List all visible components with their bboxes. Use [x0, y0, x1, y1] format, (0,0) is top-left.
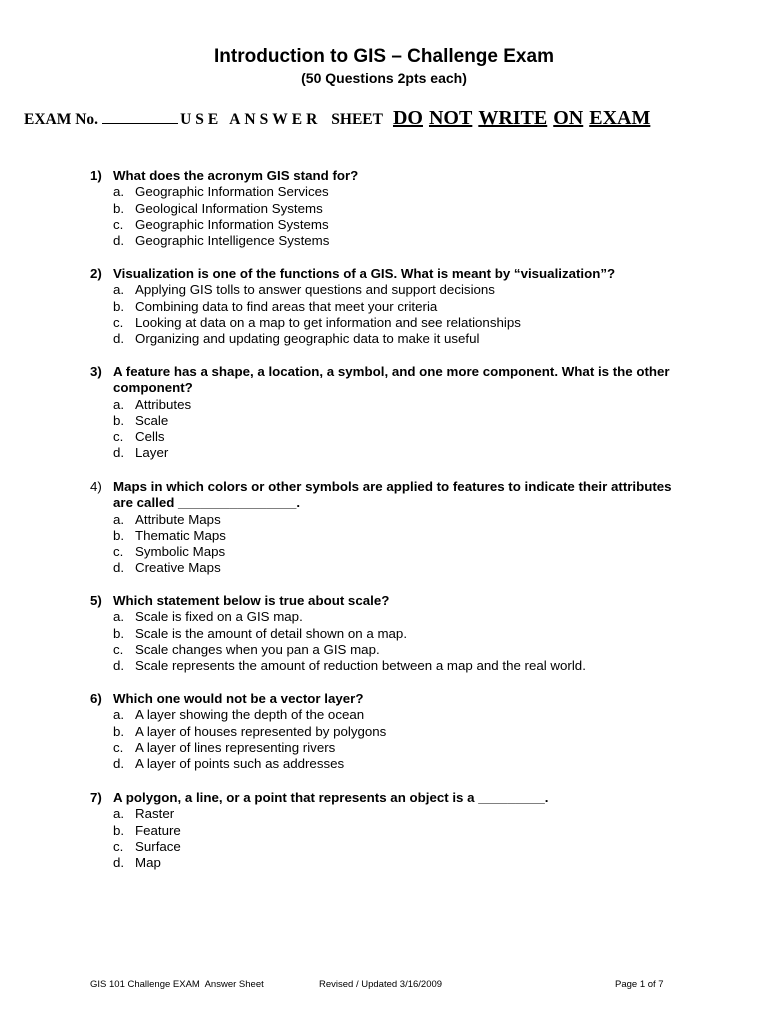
answer-option — [113, 740, 690, 756]
option-letter: c. — [113, 429, 124, 445]
option-text: Raster — [135, 806, 175, 822]
option-text: Scale is fixed on a GIS map. — [135, 609, 303, 625]
option-text: Organizing and updating geographic data to make it useful — [135, 331, 480, 347]
exam-number-blank — [102, 109, 178, 124]
option-letter: d. — [113, 658, 125, 674]
option-text: Creative Maps — [135, 560, 221, 576]
question-number: 7) — [90, 790, 102, 805]
answer-option — [113, 445, 690, 461]
answer-option — [113, 512, 690, 528]
answer-option — [113, 315, 690, 331]
option-letter: d. — [113, 331, 125, 347]
question-number: 1) — [90, 168, 102, 183]
option-text: A layer of points such as addresses — [135, 756, 345, 772]
question-2 — [90, 266, 690, 347]
exam-number-label: EXAM No. — [24, 111, 99, 128]
option-text: Symbolic Maps — [135, 544, 226, 560]
option-letter: a. — [113, 806, 125, 822]
option-text: Scale — [135, 412, 169, 428]
option-text: A layer of lines representing rivers — [135, 739, 336, 755]
option-letter: d. — [113, 233, 125, 249]
question-3 — [90, 364, 690, 462]
answer-option — [113, 756, 690, 772]
question-6 — [90, 691, 690, 772]
option-letter: c. — [113, 641, 124, 657]
option-letter: b. — [113, 822, 125, 838]
answer-option — [113, 233, 690, 249]
option-text: A layer showing the depth of the ocean — [135, 707, 365, 723]
option-text: Scale represents the amount of reduction between a map and the real world. — [135, 658, 586, 674]
answer-option — [113, 724, 690, 740]
question-5 — [90, 593, 690, 674]
option-letter: d. — [113, 756, 125, 772]
answer-option — [113, 609, 690, 625]
option-text: Map — [135, 855, 161, 871]
option-text: Geological Information Systems — [135, 200, 323, 216]
question-number: 6) — [90, 691, 102, 706]
option-text: Cells — [135, 429, 165, 445]
warning-word-write: WRITE — [478, 107, 548, 129]
answer-option — [113, 184, 690, 200]
option-text: Combining data to find areas that meet your criteria — [135, 298, 438, 314]
option-letter: b. — [113, 723, 125, 739]
option-letter: a. — [113, 609, 125, 625]
option-text: Geographic Information Systems — [135, 216, 329, 232]
option-text: Feature — [135, 822, 181, 838]
option-letter: a. — [113, 396, 125, 412]
exam-number-line — [24, 107, 656, 130]
question-1 — [90, 168, 690, 249]
question-7 — [90, 790, 690, 871]
answer-option — [113, 528, 690, 544]
option-letter: d. — [113, 560, 125, 576]
option-letter: b. — [113, 412, 125, 428]
option-letter: b. — [113, 625, 125, 641]
answer-option — [113, 331, 690, 347]
question-number: 5) — [90, 593, 102, 608]
warning-word-not: NOT — [428, 107, 473, 129]
answer-option — [113, 658, 690, 674]
question-number: 2) — [90, 266, 102, 281]
answer-option — [113, 560, 690, 576]
question-number: 3) — [90, 364, 102, 379]
question-stem: A feature has a shape, a location, a symbol, and one more component. What is the other component? — [113, 364, 670, 396]
option-letter: c. — [113, 739, 124, 755]
answer-option — [113, 429, 690, 445]
answer-option — [113, 839, 690, 855]
option-letter: d. — [113, 855, 125, 871]
option-text: Attribute Maps — [135, 511, 221, 527]
question-stem: Maps in which colors or other symbols are applied to features to indicate their attributes are called ________________. — [113, 479, 672, 511]
footer-revision-date: Revised / Updated 3/16/2009 — [319, 979, 443, 990]
answer-option — [113, 823, 690, 839]
warning-word-exam: EXAM — [589, 107, 651, 129]
question-stem: Visualization is one of the functions of a GIS. What is meant by “visualization”? — [113, 266, 616, 281]
option-letter: c. — [113, 544, 124, 560]
answer-option — [113, 217, 690, 233]
footer-document-name: GIS 101 Challenge EXAM Answer Sheet — [90, 979, 264, 990]
option-letter: d. — [113, 445, 125, 461]
answer-option — [113, 282, 690, 298]
answer-option — [113, 544, 690, 560]
option-text: Layer — [135, 445, 169, 461]
answer-option — [113, 626, 690, 642]
option-letter: c. — [113, 216, 124, 232]
answer-option — [113, 855, 690, 871]
footer-page-number: Page 1 of 7 — [615, 979, 664, 990]
answer-option — [113, 642, 690, 658]
answer-option — [113, 299, 690, 315]
warning-word-do: DO — [392, 107, 423, 129]
option-text: A layer of houses represented by polygons — [135, 723, 387, 739]
answer-option — [113, 413, 690, 429]
question-number: 4) — [90, 479, 102, 494]
option-letter: a. — [113, 184, 125, 200]
option-letter: a. — [113, 707, 125, 723]
sheet-text: SHEET — [331, 111, 383, 128]
question-stem: Which statement below is true about scale? — [113, 593, 390, 608]
option-letter: a. — [113, 282, 125, 298]
option-text: Surface — [135, 838, 181, 854]
option-text: Attributes — [135, 396, 192, 412]
option-text: Geographic Information Services — [135, 184, 329, 200]
use-answer-text: USE ANSWER — [180, 111, 322, 128]
option-text: Scale is the amount of detail shown on a map. — [135, 625, 408, 641]
exam-subtitle: (50 Questions 2pts each) — [301, 70, 467, 86]
option-text: Applying GIS tolls to answer questions and support decisions — [135, 282, 495, 298]
option-letter: b. — [113, 527, 125, 543]
warning-word-on: ON — [553, 107, 584, 129]
option-text: Geographic Intelligence Systems — [135, 233, 330, 249]
answer-option — [113, 397, 690, 413]
option-letter: c. — [113, 314, 124, 330]
question-stem: What does the acronym GIS stand for? — [113, 168, 359, 183]
option-text: Thematic Maps — [135, 527, 226, 543]
answer-option — [113, 707, 690, 723]
option-text: Looking at data on a map to get information and see relationships — [135, 314, 521, 330]
option-letter: b. — [113, 200, 125, 216]
option-letter: a. — [113, 511, 125, 527]
question-stem: A polygon, a line, or a point that represents an object is a _________. — [113, 790, 549, 805]
answer-option — [113, 201, 690, 217]
exam-title: Introduction to GIS – Challenge Exam — [214, 46, 554, 67]
answer-option — [113, 806, 690, 822]
question-stem: Which one would not be a vector layer? — [113, 691, 364, 706]
option-text: Scale changes when you pan a GIS map. — [135, 641, 380, 657]
option-letter: b. — [113, 298, 125, 314]
question-4 — [90, 479, 690, 577]
option-letter: c. — [113, 838, 124, 854]
